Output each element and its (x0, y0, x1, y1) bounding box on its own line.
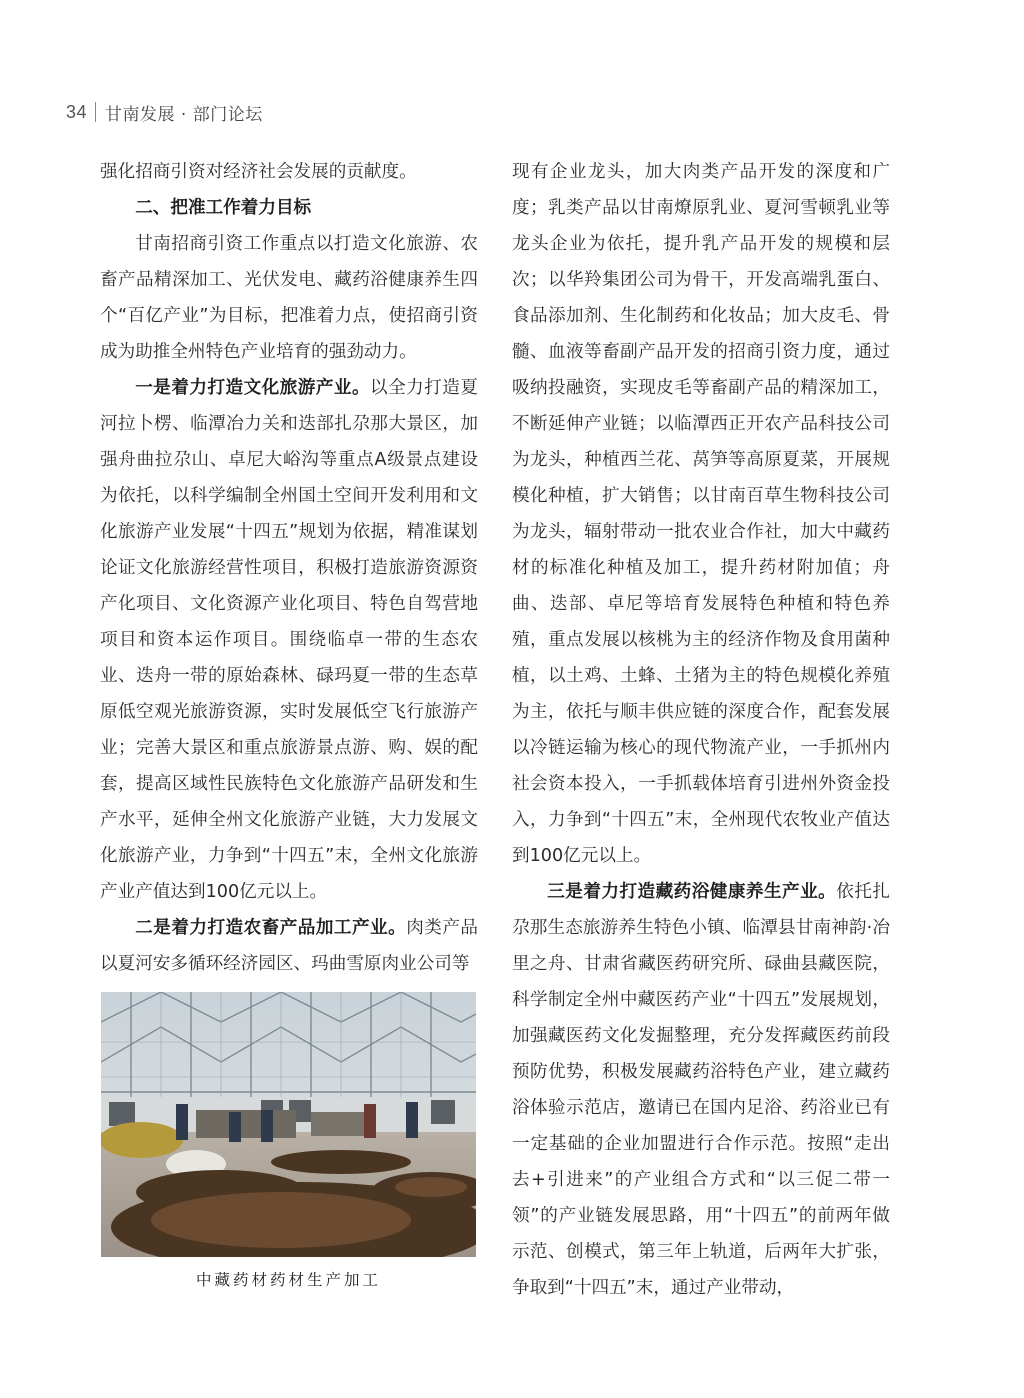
header-divider (95, 102, 96, 122)
photo-caption: 中藏药材药材生产加工 (195, 1271, 381, 1289)
paragraph (100, 910, 478, 982)
right-column (512, 154, 890, 1306)
section-title: 甘南发展 · 部门论坛 (105, 104, 263, 125)
section-heading: 二、把准工作着力目标 (135, 198, 312, 218)
greenhouse-photo (101, 992, 476, 1257)
paragraph-lead: 二是着力打造农畜产品加工产业。 (135, 918, 407, 938)
paragraph: 强化招商引资对经济社会发展的贡献度。 (100, 162, 417, 182)
paragraph-body: 肉类产品以夏河安多循环经济园区、玛曲雪原肉业公司等 (100, 918, 478, 974)
paragraph: 甘南招商引资工作重点以打造文化旅游、农畜产品精深加工、光伏发电、藏药浴健康养生四个“百亿产业”为目标，把准着力点，使招商引资成为助推全州特色产业培育的强劲动力。 (100, 234, 478, 362)
paragraph-body: 以全力打造夏河拉卜楞、临潭冶力关和迭部扎尕那大景区，加强舟曲拉尕山、卓尼大峪沟等重点A级景点建设为依托，以科学编制全州国土空间开发利用和文化旅游产业发展“十四五”规划为依据，精准谋划论证文化旅游经营性项目，积极打造旅游资源资产化项目、文化资源产业化项目、特色自驾营地项目和资本运作项目。围绕临卓一带的生态农业、迭舟一带的原始森林、碌玛夏一带的生态草原低空观光旅游资源，实时发展低空飞行旅游产业；完善大景区和重点旅游景点游、购、娱的配套，提高区域性民族特色文化旅游产品研发和生产水平，延伸全州文化旅游产业链，大力发展文化旅游产业，力争到“十四五”末，全州文化旅游产业产值达到100亿元以上。 (100, 378, 478, 902)
paragraph (512, 874, 890, 1306)
paragraph (100, 370, 478, 910)
paragraph-body: 依托扎尕那生态旅游养生特色小镇、临潭县甘南神韵·冶里之舟、甘肃省藏医药研究所、碌曲县藏医院，科学制定全州中藏医药产业“十四五”发展规划，加强藏医药文化发掘整理，充分发挥藏医药前段预防优势，积极发展藏药浴特色产业，建立藏药浴体验示范店，邀请已在国内足浴、药浴业已有一定基础的企业加盟进行合作示范。按照“走出去+引进来”的产业组合方式和“以三促二带一领”的产业链发展思路，用“十四五”的前两年做示范、创模式，第三年上轨道，后两年大扩张，争取到“十四五”末，通过产业带动， (512, 882, 890, 1298)
paragraph-lead: 一是着力打造文化旅游产业。 (135, 378, 371, 398)
paragraph-lead: 三是着力打造藏药浴健康养生产业。 (547, 882, 837, 902)
page-header (66, 98, 263, 126)
left-column (100, 154, 478, 982)
paragraph: 现有企业龙头，加大肉类产品开发的深度和广度；乳类产品以甘南燎原乳业、夏河雪顿乳业等龙头企业为依托，提升乳产品开发的规模和层次；以华羚集团公司为骨干，开发高端乳蛋白、食品添加剂、生化制药和化妆品；加大皮毛、骨髓、血液等畜副产品开发的招商引资力度，通过吸纳投融资，实现皮毛等畜副产品的精深加工，不断延伸产业链；以临潭西正开农产品科技公司为龙头，种植西兰花、莴笋等高原夏菜，开展规模化种植，扩大销售；以甘南百草生物科技公司为龙头，辐射带动一批农业合作社，加大中藏药材的标准化种植及加工，提升药材附加值；舟曲、迭部、卓尼等培育发展特色种植和特色养殖，重点发展以核桃为主的经济作物及食用菌种植，以土鸡、土蜂、土猪为主的特色规模化养殖为主，依托与顺丰供应链的深度合作，配套发展以冷链运输为核心的现代物流产业，一手抓州内社会资本投入，一手抓载体培育引进州外资金投入，力争到“十四五”末，全州现代农牧业产值达到100亿元以上。 (512, 162, 890, 866)
page-number: 34 (66, 101, 88, 122)
